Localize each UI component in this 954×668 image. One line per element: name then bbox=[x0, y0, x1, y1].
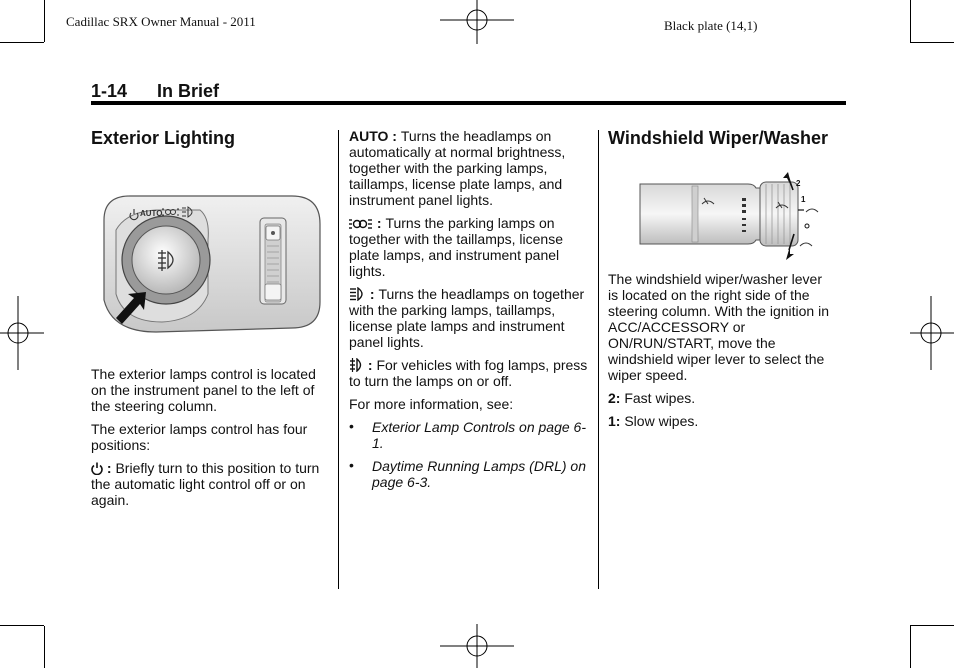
entry-text: Turns the headlamps on automatically at normal brightness, together with the parking lamps, taillamps, license plate lamps, and instrument panel lights. bbox=[349, 128, 566, 208]
crop-mark bbox=[0, 42, 44, 43]
registration-mark-top bbox=[440, 0, 514, 44]
bullet: • bbox=[349, 457, 354, 473]
off-position-mark bbox=[805, 224, 809, 228]
crop-mark bbox=[910, 42, 954, 43]
entry-text: Fast wipes. bbox=[620, 390, 696, 406]
entry-separator: : bbox=[366, 286, 379, 302]
exterior-lamps-control-illustration bbox=[96, 190, 324, 335]
crop-mark bbox=[0, 625, 44, 626]
auto-position-label: AUTO bbox=[140, 209, 163, 218]
column-1-text bbox=[91, 366, 329, 515]
parking-lamps-entry bbox=[349, 215, 589, 279]
crop-mark bbox=[910, 626, 911, 668]
reference-link-daytime-running-lamps[interactable] bbox=[349, 458, 589, 490]
entry-label: AUTO : bbox=[349, 128, 401, 144]
speed-2-label: 2 bbox=[796, 179, 801, 188]
parking-lamps-icon bbox=[349, 218, 373, 230]
paragraph: The exterior lamps control is located on the instrument panel to the left of the steering column. bbox=[91, 366, 316, 414]
registration-mark-right bbox=[910, 296, 954, 370]
entry-separator: : bbox=[103, 460, 116, 476]
column-divider bbox=[598, 130, 599, 589]
paragraph: The exterior lamps control has four positions: bbox=[91, 421, 308, 453]
entry-separator: : bbox=[364, 357, 377, 373]
registration-mark-left bbox=[0, 296, 44, 370]
paragraph: The windshield wiper/washer lever is located on the right side of the steering column. With the ignition in ACC/ACCESSORY or ON/RUN/START, move the windshield wiper lever to select the wiper speed. bbox=[608, 271, 829, 383]
section-title: In Brief bbox=[157, 81, 220, 101]
fog-lamp-icon bbox=[349, 358, 364, 372]
section-rule bbox=[91, 101, 846, 105]
reference-text: Exterior Lamp Controls on page 6-1. bbox=[372, 419, 586, 451]
headlamps-entry bbox=[349, 286, 589, 350]
entry-text: Slow wipes. bbox=[620, 413, 699, 429]
column-divider bbox=[338, 130, 339, 589]
reference-link-exterior-lamp-controls[interactable] bbox=[349, 419, 589, 451]
crop-mark bbox=[910, 0, 911, 42]
slow-wipes-entry bbox=[608, 413, 830, 429]
speed-1-label: 1 bbox=[801, 195, 806, 204]
reference-text: Daytime Running Lamps (DRL) on page 6-3. bbox=[372, 458, 586, 490]
running-header-title: Cadillac SRX Owner Manual - 2011 bbox=[66, 14, 256, 29]
entry-text: Briefly turn to this position to turn the automatic light control off or on again. bbox=[91, 460, 320, 508]
column-3-text bbox=[608, 271, 830, 436]
entry-label: 2: bbox=[608, 390, 621, 406]
more-info: For more information, see: bbox=[349, 396, 514, 412]
fast-wipes-entry bbox=[608, 390, 830, 406]
entry-separator: : bbox=[373, 215, 386, 231]
section-heading bbox=[91, 81, 219, 102]
entry-text: Turns the parking lamps on together with the taillamps, license plate lamps, and instrument panel lights. bbox=[349, 215, 563, 279]
off-position-entry bbox=[91, 460, 329, 508]
crop-mark bbox=[44, 0, 45, 42]
bullet: • bbox=[349, 418, 354, 434]
crop-mark bbox=[44, 626, 45, 668]
column-2-text bbox=[349, 128, 589, 497]
crop-mark bbox=[910, 625, 954, 626]
power-off-icon bbox=[91, 462, 103, 475]
fog-lamps-entry bbox=[349, 357, 589, 389]
dimmer-icon bbox=[271, 231, 275, 235]
headlamp-icon bbox=[349, 287, 366, 301]
entry-text: Turns the headlamps on together with the parking lamps, taillamps, license plate lamps and instrument panel lights. bbox=[349, 286, 585, 350]
heading-windshield-wiper-washer: Windshield Wiper/Washer bbox=[608, 128, 829, 148]
running-header-plate: Black plate (14,1) bbox=[664, 18, 758, 33]
entry-label: 1: bbox=[608, 413, 621, 429]
registration-mark-bottom bbox=[440, 624, 514, 668]
wiper-lever-illustration bbox=[636, 168, 828, 260]
heading-exterior-lighting: Exterior Lighting bbox=[91, 128, 235, 148]
section-number: 1-14 bbox=[91, 81, 128, 101]
auto-position-entry bbox=[349, 128, 589, 208]
entry-text: For vehicles with fog lamps, press to turn the lamps on or off. bbox=[349, 357, 588, 389]
